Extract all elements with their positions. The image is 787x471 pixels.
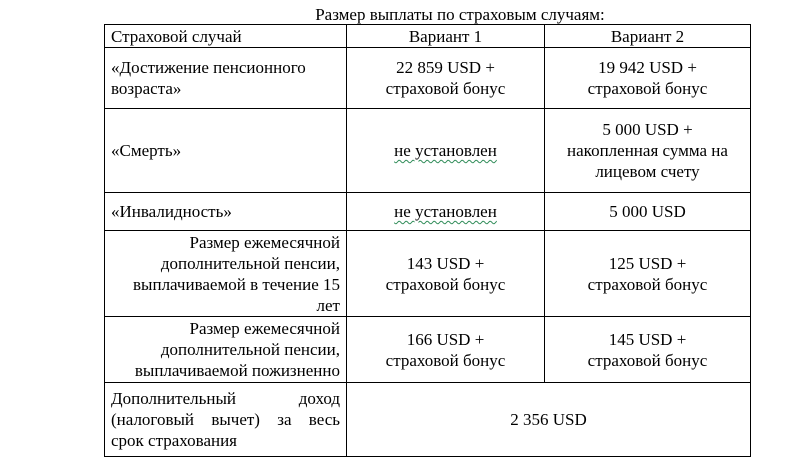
- option1-cell: [347, 48, 545, 109]
- option1-cell: [347, 193, 545, 231]
- option2-cell: [545, 48, 751, 109]
- cell-line: дополнительной пенсии,: [160, 253, 340, 273]
- header-option2: Вариант 2: [545, 25, 751, 48]
- event-cell: [105, 231, 347, 317]
- cell-line: возраста»: [111, 79, 182, 98]
- cell-line: 143 USD +: [406, 253, 485, 273]
- header-option1: Вариант 1: [347, 25, 545, 48]
- cell-line: «Смерть»: [111, 141, 182, 160]
- option2-cell: [545, 231, 751, 317]
- option2-cell: [545, 193, 751, 231]
- cell-line: 5 000 USD: [609, 202, 686, 221]
- cell-line: дополнительной пенсии,: [160, 340, 340, 359]
- cell-line: Размер ежемесячной: [189, 319, 340, 338]
- cell-line: 22 859 USD +: [396, 58, 495, 77]
- header-row: [105, 25, 751, 48]
- cell-line: Размер ежемесячной: [189, 232, 340, 252]
- option1-cell: [347, 231, 545, 317]
- header-event: Страховой случай: [105, 25, 347, 48]
- option2-cell: [545, 317, 751, 383]
- option1-cell: [347, 317, 545, 383]
- cell-line: 125 USD +: [608, 253, 687, 273]
- table-row: [105, 48, 751, 109]
- cell-line: 145 USD +: [608, 329, 687, 349]
- cell-line: Дополнительный доход: [111, 389, 340, 408]
- event-cell: [105, 109, 347, 193]
- option2-cell: [545, 109, 751, 193]
- cell-line: страховой бонус: [385, 350, 506, 370]
- cell-line: страховой бонус: [385, 274, 506, 294]
- table-row: [105, 383, 751, 457]
- cell-line: страховой бонус: [385, 79, 506, 98]
- cell-line: (налоговый вычет) за весь: [111, 410, 340, 429]
- cell-line: срок страхования: [111, 431, 237, 450]
- table-title: Размер выплаты по страховым случаям:: [315, 5, 605, 24]
- cell-line: накопленная сумма на: [567, 141, 728, 160]
- table-row: [105, 109, 751, 193]
- cell-line: страховой бонус: [587, 274, 708, 294]
- cell-line: 166 USD +: [406, 329, 485, 349]
- cell-line: страховой бонус: [587, 350, 708, 370]
- cell-line: 5 000 USD +: [602, 120, 693, 139]
- option1-cell: [347, 109, 545, 193]
- cell-line: «Инвалидность»: [111, 202, 232, 221]
- cell-line: выплачиваемой пожизненно: [134, 361, 340, 380]
- payout-table: [104, 24, 751, 457]
- table-row: [105, 231, 751, 317]
- table-row: [105, 317, 751, 383]
- event-cell: [105, 193, 347, 231]
- event-cell: [105, 383, 347, 457]
- cell-line: «Достижение пенсионного: [111, 58, 306, 77]
- cell-line: лет: [316, 295, 340, 315]
- cell-line: выплачиваемой в течение 15: [133, 274, 340, 294]
- event-cell: [105, 317, 347, 383]
- merged-value-cell: 2 356 USD: [347, 383, 751, 457]
- event-cell: [105, 48, 347, 109]
- cell-line: 19 942 USD +: [598, 58, 697, 77]
- cell-line: не установлен: [394, 202, 497, 221]
- cell-line: страховой бонус: [587, 79, 708, 98]
- cell-line: не установлен: [394, 141, 497, 160]
- table-row: [105, 193, 751, 231]
- cell-line: лицевом счету: [595, 162, 700, 181]
